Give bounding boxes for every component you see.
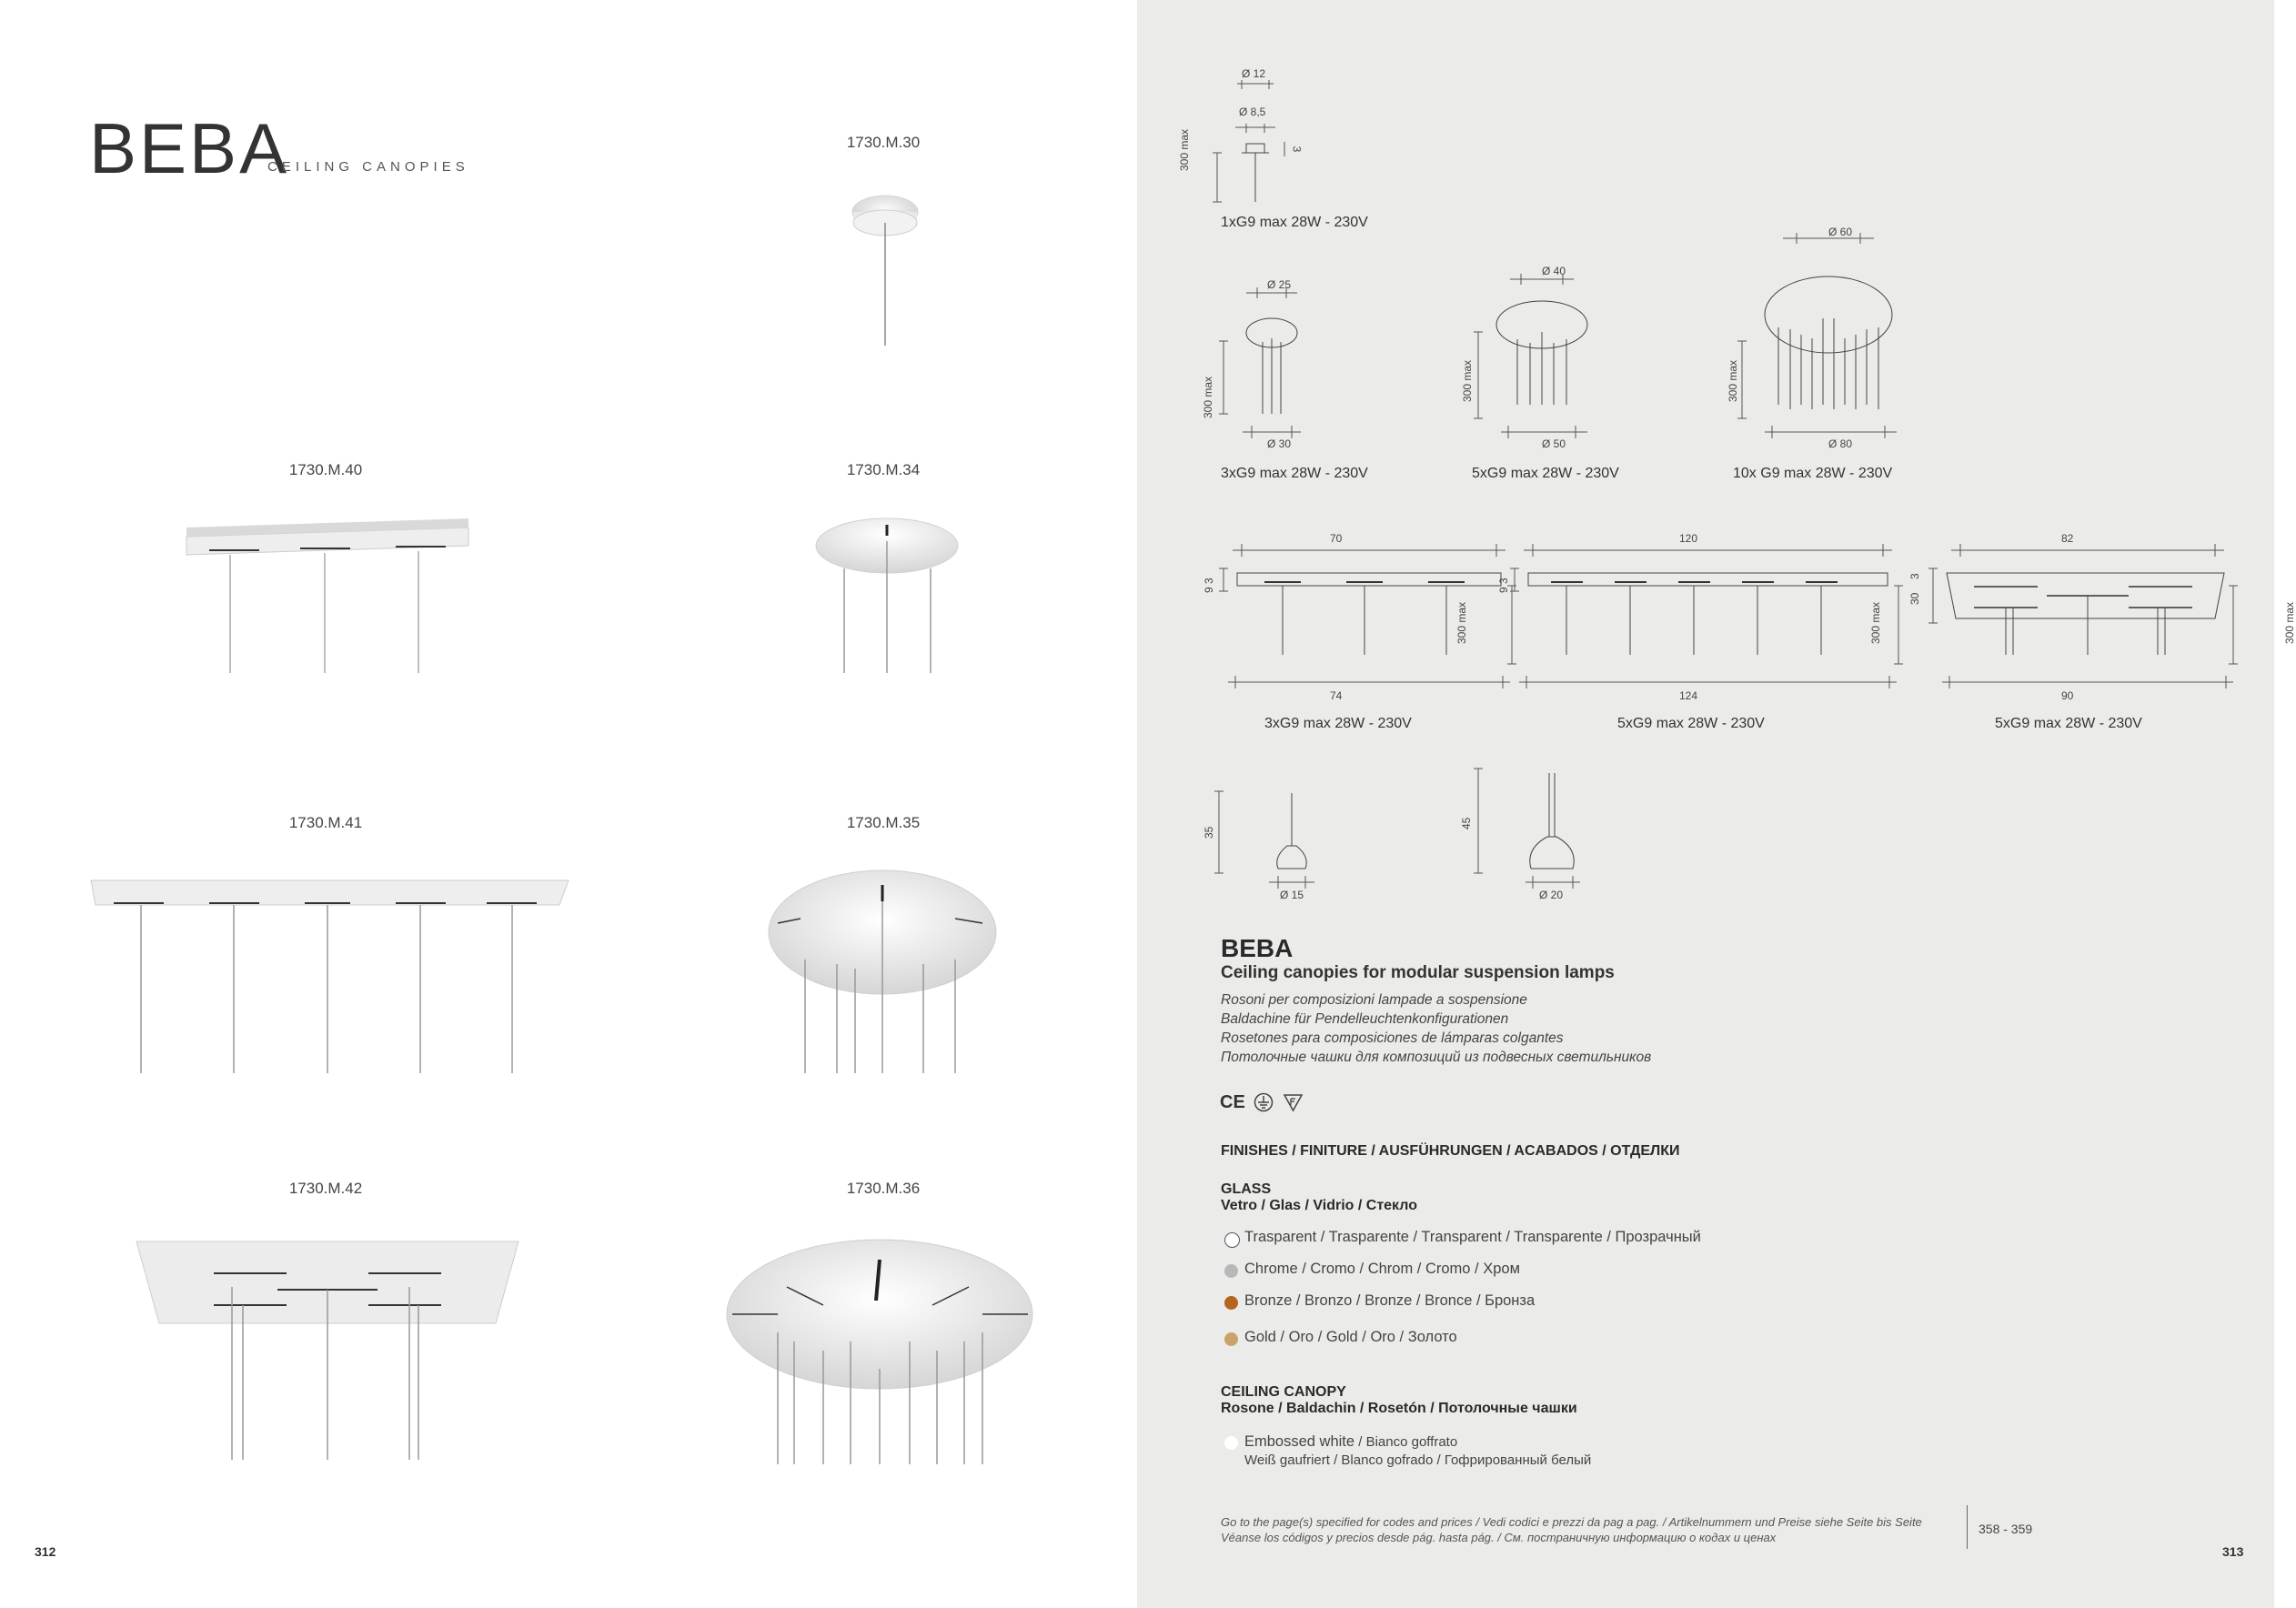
d3-max: 300 max (1202, 376, 1214, 418)
lamp-m34-image (810, 514, 964, 678)
lamp-m35-image (764, 869, 1010, 1078)
page-number-left: 312 (35, 1544, 56, 1559)
r5-max: 300 max (1869, 601, 1882, 644)
d3-spec: 3xG9 max 28W - 230V (1221, 466, 1368, 481)
product-subtitle: Ceiling canopies for modular suspension lamps (1221, 963, 1615, 982)
s2-h: 45 (1460, 817, 1473, 829)
code-m40: 1730.M.40 (288, 461, 363, 478)
d5-top-dim: Ø 40 (1542, 265, 1566, 277)
r3-side: 9 3 (1203, 578, 1215, 593)
rs-bottom-dim: 90 (2061, 689, 2074, 702)
canopy-title: CEILING CANOPY (1221, 1384, 1346, 1400)
glass-finish-label: Bronze / Bronzo / Bronze / Bronce / Бронза (1244, 1292, 1536, 1309)
footer-line1: Go to the page(s) specified for codes and prices / Vedi codici e prezzi da pag a pag. / Artikelnummern und Preise siehe Seite bis Seite (1221, 1515, 1922, 1529)
r3-spec: 3xG9 max 28W - 230V (1264, 716, 1412, 731)
r3-top-dim: 70 (1330, 532, 1343, 545)
rs-side: 3 (1908, 573, 1921, 579)
glass-subtitle: Vetro / Glas / Vidrio / Стекло (1221, 1198, 1417, 1213)
d5-bottom-dim: Ø 50 (1542, 437, 1566, 450)
translation-de: Baldachine für Pendelleuchtenkonfigurationen (1221, 1011, 1509, 1027)
code-m36: 1730.M.36 (846, 1180, 921, 1197)
footer-divider (1967, 1505, 1968, 1549)
glass-color-swatch (1224, 1296, 1238, 1310)
page-title: BEBA (89, 108, 290, 188)
canopy-finish-it: / Bianco goffrato (1354, 1434, 1458, 1450)
canopy-subtitle: Rosone / Baldachin / Rosetón / Потолочные чашки (1221, 1401, 1577, 1416)
footer-line2: Véanse los códigos y precios desde pág. hasta pág. / См. постраничную информацию о кодах и ценах (1221, 1531, 1777, 1544)
code-m42: 1730.M.42 (288, 1180, 363, 1197)
ce-mark-icon: CE (1220, 1092, 1245, 1112)
s1-dim: Ø 15 (1280, 889, 1304, 901)
footer-pages: 358 - 359 (1979, 1522, 2033, 1536)
translation-it: Rosoni per composizioni lampade a sospensione (1221, 992, 1527, 1008)
right-page (1137, 0, 2296, 1608)
glass-color-swatch (1224, 1332, 1238, 1346)
lamp-m40-image (177, 518, 478, 678)
d3-drawing (1219, 282, 1328, 446)
d5-drawing (1474, 268, 1610, 450)
d1-max: 300 max (1178, 128, 1191, 171)
rs-side2: 30 (1908, 592, 1921, 605)
code-m41: 1730.M.41 (288, 814, 363, 831)
canopy-color-swatch (1224, 1436, 1238, 1450)
canopy-finish-en: Embossed white (1244, 1433, 1355, 1450)
code-m35: 1730.M.35 (846, 814, 921, 831)
glass-color-swatch (1224, 1232, 1240, 1248)
r5-drawing (1501, 537, 1919, 696)
lamp-m36-image (723, 1232, 1042, 1469)
s1-h: 35 (1203, 826, 1215, 839)
r5-spec: 5xG9 max 28W - 230V (1617, 716, 1765, 731)
d3-bottom-dim: Ø 30 (1267, 437, 1292, 450)
rs-max: 300 max (2283, 601, 2296, 644)
d10-max: 300 max (1727, 359, 1739, 402)
s2-drawing (1469, 759, 1606, 891)
rs-top-dim: 82 (2061, 532, 2074, 545)
glass-color-swatch (1224, 1264, 1238, 1278)
glass-finish-label: Gold / Oro / Gold / Oro / Золото (1244, 1329, 1457, 1345)
canopy-line2: Weiß gaufriert / Blanco gofrado / Гофрированный белый (1244, 1452, 1592, 1468)
page-number-right: 313 (2222, 1544, 2244, 1559)
d1-top-dim: Ø 12 (1242, 67, 1266, 80)
translation-ru: Потолочные чашки для композиций из подвесных светильников (1221, 1050, 1652, 1065)
r5-side: 9 3 (1497, 578, 1510, 593)
page-subtitle: CEILING CANOPIES (267, 159, 469, 175)
finishes-heading: FINISHES / FINITURE / AUSFÜHRUNGEN / ACABADOS / ОТДЕЛКИ (1221, 1143, 1680, 1159)
f-mark-icon (1283, 1092, 1304, 1114)
r3-bottom-dim: 74 (1330, 689, 1343, 702)
d10-bottom-dim: Ø 80 (1828, 437, 1853, 450)
d5-max: 300 max (1461, 359, 1474, 402)
rs-spec: 5xG9 max 28W - 230V (1995, 716, 2142, 731)
lamp-m42-image (132, 1232, 523, 1464)
translation-es: Rosetones para composiciones de lámparas colgantes (1221, 1030, 1564, 1046)
r3-drawing (1210, 537, 1519, 696)
canopy-line1 (1244, 1433, 1457, 1451)
d1-mid-dim: Ø 8,5 (1239, 106, 1266, 118)
r5-top-dim: 120 (1679, 532, 1698, 545)
r5-bottom-dim: 124 (1679, 689, 1698, 702)
glass-title: GLASS (1221, 1181, 1272, 1197)
code-m30: 1730.M.30 (846, 134, 921, 151)
d1-spec: 1xG9 max 28W - 230V (1221, 215, 1368, 230)
glass-finish-label: Trasparent / Trasparente / Transparent / Transparente / Прозрачный (1244, 1229, 1701, 1245)
s1-drawing (1210, 782, 1337, 891)
rs-drawing (1919, 537, 2247, 696)
product-name: BEBA (1221, 934, 1294, 962)
left-page (0, 0, 1137, 1608)
d10-spec: 10x G9 max 28W - 230V (1733, 466, 1893, 481)
ground-symbol-icon (1254, 1092, 1275, 1114)
lamp-m30-image (837, 186, 937, 350)
lamp-m41-image (86, 873, 573, 1078)
d10-drawing (1737, 227, 1919, 450)
d10-top-dim: Ø 60 (1828, 226, 1853, 238)
glass-finish-label: Chrome / Cromo / Chrom / Cromo / Хром (1244, 1261, 1520, 1277)
d3-top-dim: Ø 25 (1267, 278, 1292, 291)
d5-spec: 5xG9 max 28W - 230V (1472, 466, 1619, 481)
s2-dim: Ø 20 (1539, 889, 1564, 901)
r3-max: 300 max (1455, 601, 1468, 644)
d1-h-dim: 3 (1290, 146, 1304, 153)
d1-drawing (1210, 73, 1310, 209)
code-m34: 1730.M.34 (846, 461, 921, 478)
